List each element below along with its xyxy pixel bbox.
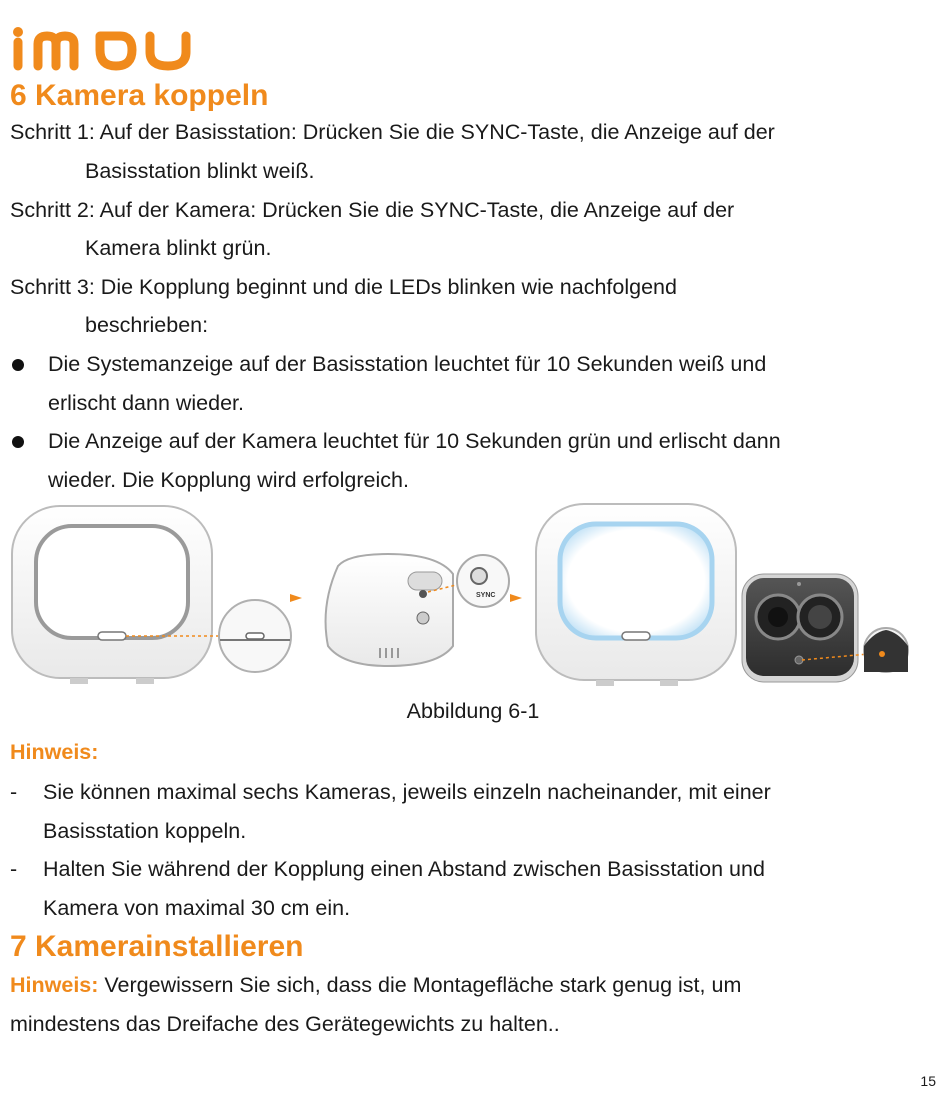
bullet-1-line-2: erlischt dann wieder.: [48, 391, 244, 415]
bullet-item: [0, 349, 950, 427]
note-item: [0, 854, 950, 932]
figure-caption: Abbildung 6-1: [406, 699, 540, 723]
section-7-note-label: Hinweis:: [10, 973, 99, 997]
dash-icon: -: [10, 780, 18, 804]
step-3-line-1: Schritt 3: Die Kopplung beginnt und die LEDs blinken wie nachfolgend: [10, 275, 677, 299]
note-label: Hinweis:: [10, 740, 99, 764]
page-number: 15: [920, 1073, 936, 1089]
note-1-line-2: Basisstation koppeln.: [43, 819, 247, 843]
camera-front-image: [742, 574, 868, 682]
bullet-2-line-1: Die Anzeige auf der Kamera leuchtet für 10 Sekunden grün und erlischt dann: [48, 429, 781, 453]
arrow-icon: [290, 594, 302, 602]
bullet-item: [0, 426, 950, 504]
section-6-title: 6 Kamera koppeln: [10, 79, 269, 112]
bullet-icon: [12, 436, 24, 448]
sync-label: SYNC: [476, 592, 496, 599]
arrow-icon: [510, 594, 522, 602]
step-2-line-2: Kamera blinkt grün.: [85, 236, 272, 260]
base-station-glowing-image: [536, 504, 736, 686]
sync-button-zoom: [219, 600, 291, 672]
base-station-image: [12, 506, 248, 684]
step-1-line-1: Schritt 1: Auf der Basisstation: Drücken Sie die SYNC-Taste, die Anzeige auf der: [10, 120, 775, 144]
step-2-line-1: Schritt 2: Auf der Kamera: Drücken Sie die SYNC-Taste, die Anzeige auf der: [10, 198, 735, 222]
imou-logo: [10, 26, 210, 72]
section-7-note-text: Vergewissern Sie sich, dass die Montagefläche stark genug ist, um: [98, 973, 742, 997]
section-7-title: 7 Kamerainstallieren: [10, 930, 304, 963]
section-7-note-line-1: [10, 970, 741, 1000]
bullet-icon: [12, 359, 24, 371]
note-2-line-2: Kamera von maximal 30 cm ein.: [43, 896, 351, 920]
note-1-line-1: Sie können maximal sechs Kameras, jeweils einzeln nacheinander, mit einer: [43, 780, 771, 804]
step-1-line-2: Basisstation blinkt weiß.: [85, 159, 315, 183]
step-3-line-2: beschrieben:: [85, 313, 209, 337]
bullet-1-line-1: Die Systemanzeige auf der Basisstation leuchtet für 10 Sekunden weiß und: [48, 352, 767, 376]
dash-icon: -: [10, 857, 18, 881]
pairing-illustration: [8, 496, 938, 696]
bullet-2-line-2: wieder. Die Kopplung wird erfolgreich.: [48, 468, 409, 492]
camera-led-zoom: [864, 628, 908, 672]
note-2-line-1: Halten Sie während der Kopplung einen Abstand zwischen Basisstation und: [43, 857, 765, 881]
section-7-note-line-2: mindestens das Dreifache des Gerätegewichts zu halten..: [10, 1012, 560, 1036]
camera-rear-image: [326, 554, 468, 666]
note-item: [0, 777, 950, 855]
camera-sync-zoom: [457, 555, 509, 607]
